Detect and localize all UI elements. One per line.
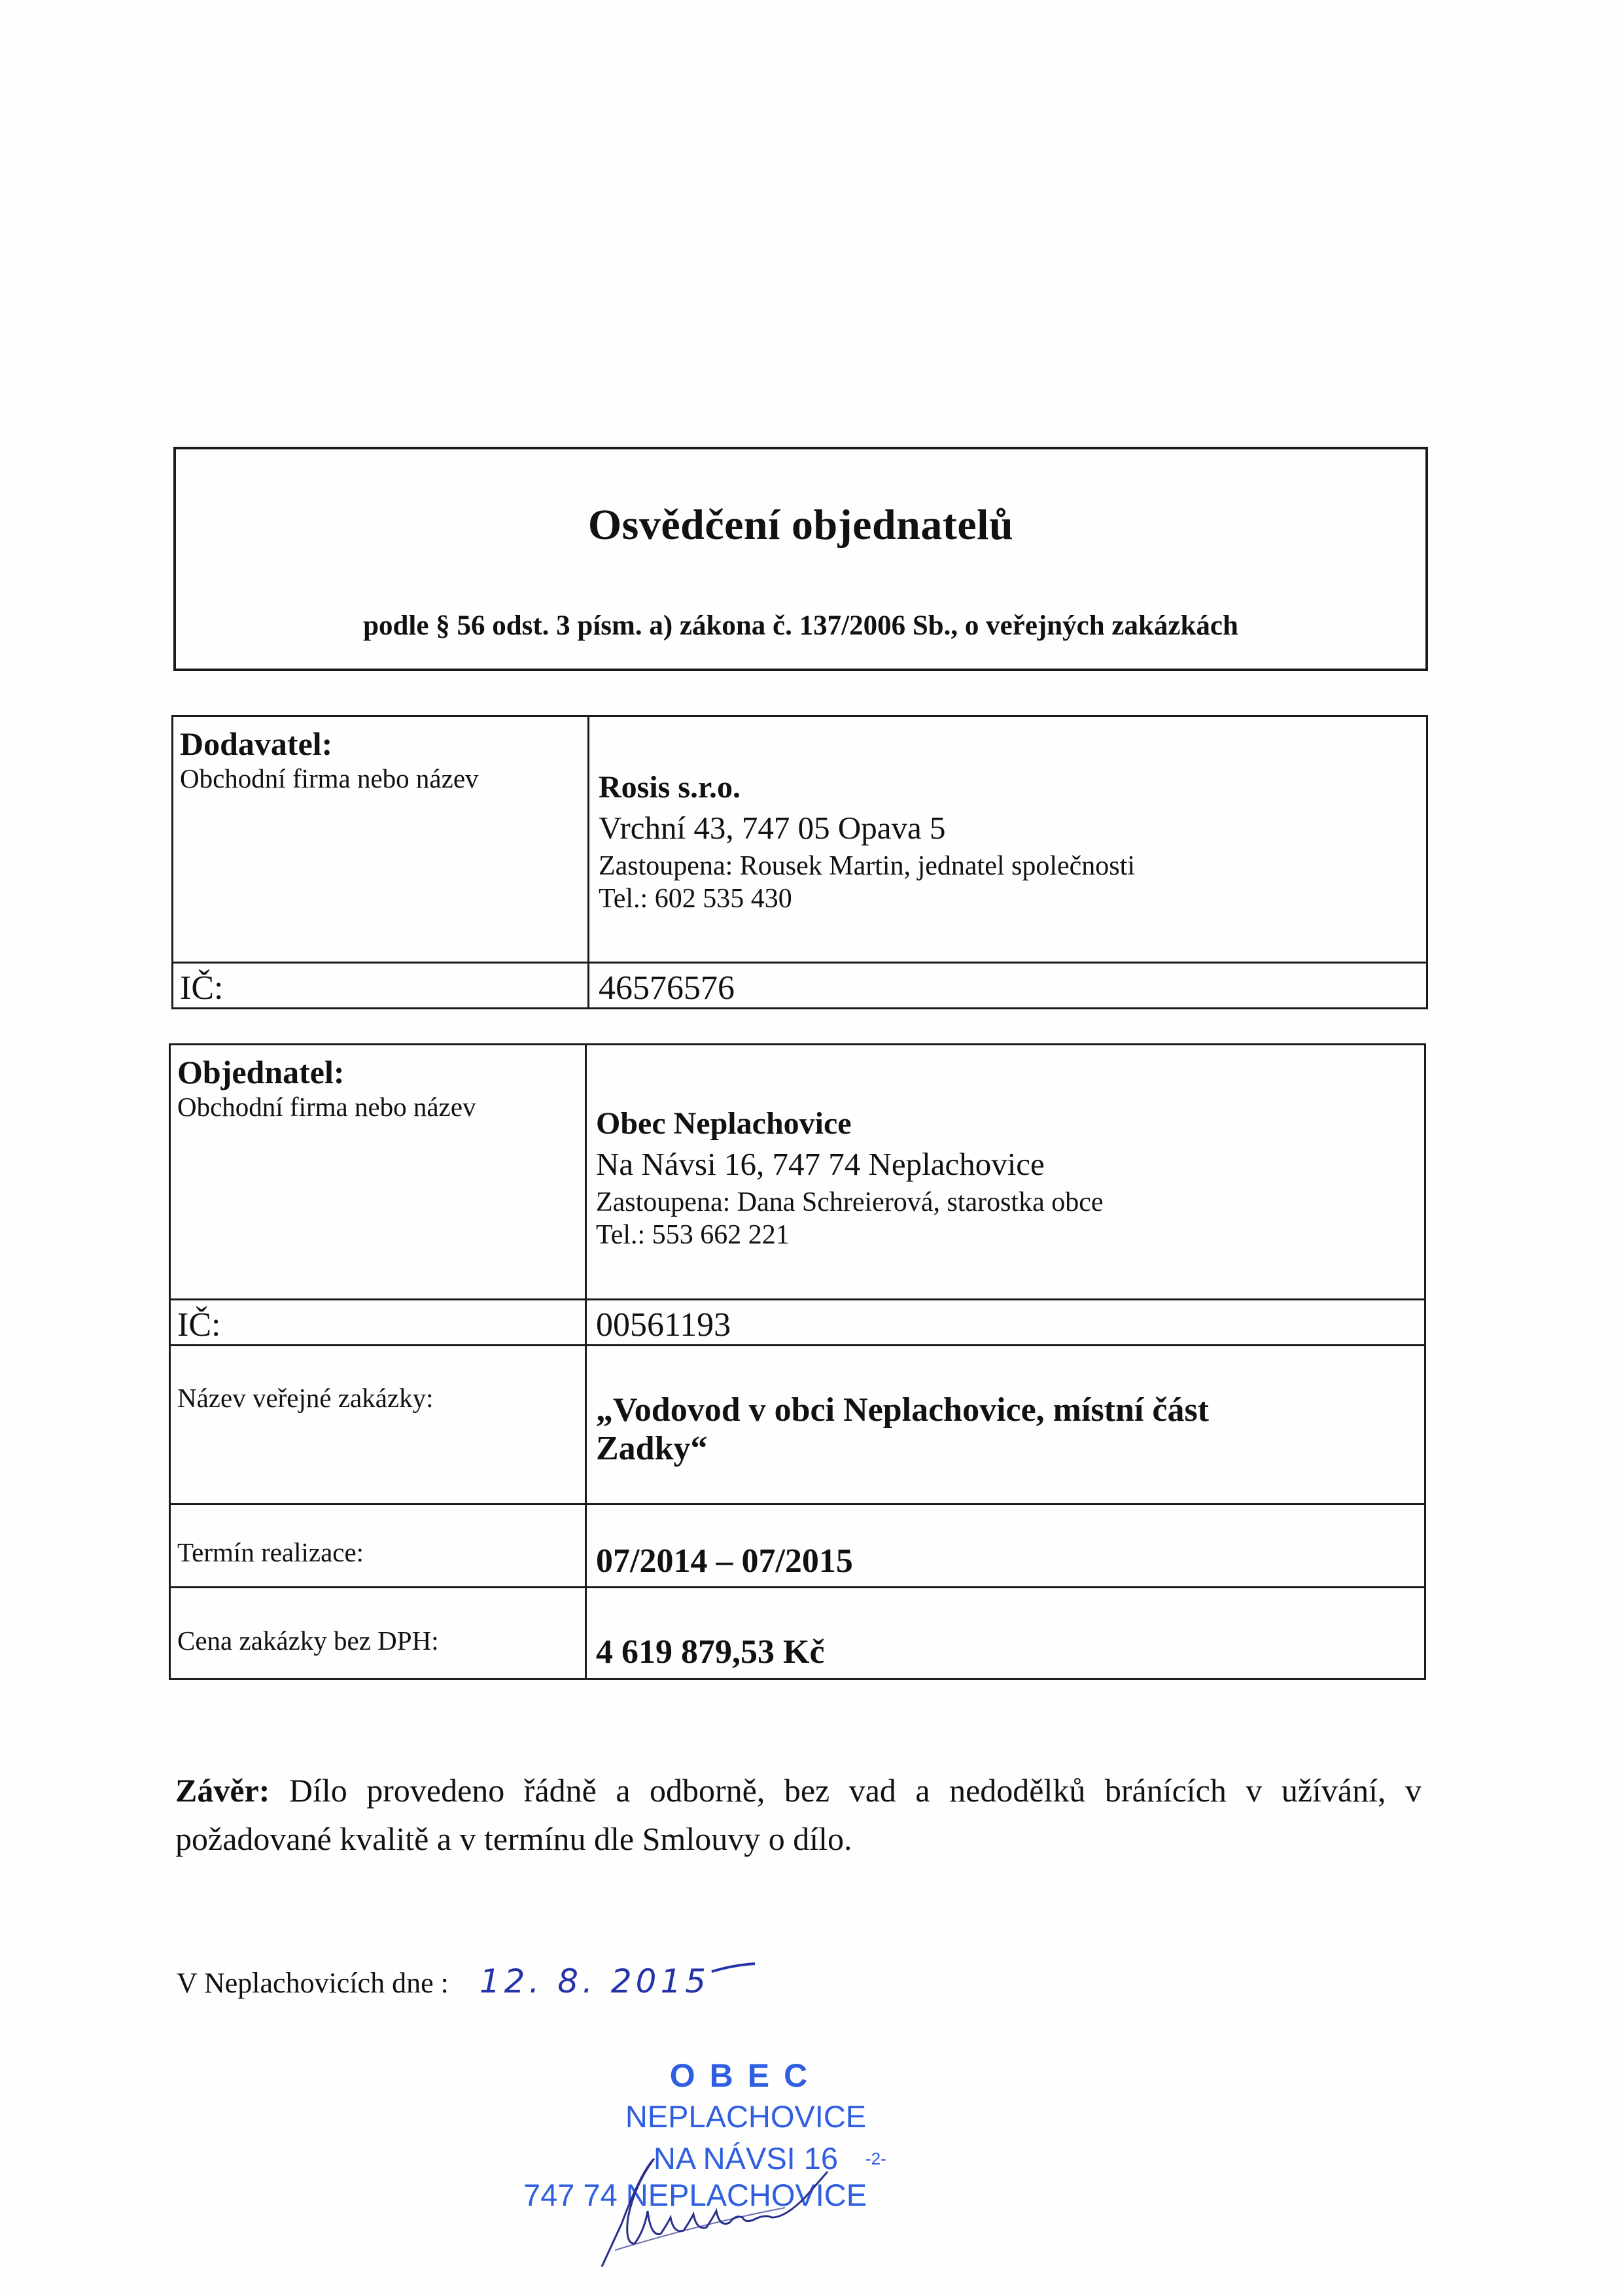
contract-name-label-cell: [170, 1346, 586, 1505]
document-subtitle: podle § 56 odst. 3 písm. a) zákona č. 137/2006 Sb., o veřejných zakázkách: [363, 610, 1238, 641]
price-value-cell: [586, 1588, 1425, 1679]
client-name-label: Obchodní firma nebo název: [177, 1092, 476, 1122]
title-box: [173, 447, 1428, 671]
supplier-name: Rosis s.r.o.: [599, 770, 741, 805]
supplier-ic-label: IČ:: [180, 969, 224, 1007]
price-label: Cena zakázky bez DPH:: [177, 1626, 439, 1656]
supplier-heading: Dodavatel:: [180, 725, 333, 762]
client-phone: Tel.: 553 662 221: [596, 1220, 790, 1250]
place-label: V Neplachovicích dne :: [177, 1967, 449, 1999]
term-label-cell: [170, 1505, 586, 1588]
client-ic-row: [170, 1300, 1425, 1346]
supplier-represented: Zastoupena: Rousek Martin, jednatel společnosti: [599, 851, 1135, 881]
signature-stroke: [602, 2159, 828, 2267]
supplier-ic-label-cell: [173, 963, 589, 1009]
stamp-line-2: NEPLACHOVICE: [625, 2099, 867, 2134]
client-ic-label-cell: [170, 1300, 586, 1346]
supplier-phone: Tel.: 602 535 430: [599, 884, 792, 914]
term-value-cell: [586, 1505, 1425, 1588]
signature: [569, 2146, 831, 2270]
client-address: Na Návsi 16, 747 74 Neplachovice: [596, 1146, 1045, 1182]
contract-name-row: [170, 1346, 1425, 1505]
stamp-line-3: NA NÁVSI 16: [653, 2141, 839, 2176]
client-ic-value-cell: [586, 1300, 1425, 1346]
document-title: Osvědčení objednatelů: [587, 501, 1014, 549]
signature-underline: [615, 2208, 785, 2250]
supplier-ic-row: [173, 963, 1427, 1009]
client-value-cell: [586, 1045, 1425, 1300]
term-value: 07/2014 – 07/2015: [596, 1542, 853, 1580]
client-name: Obec Neplachovice: [596, 1106, 852, 1141]
term-label: Termín realizace:: [177, 1537, 364, 1567]
term-row: [170, 1505, 1425, 1588]
price-value: 4 619 879,53 Kč: [596, 1633, 825, 1671]
client-represented: Zastoupena: Dana Schreierová, starostka obce: [596, 1187, 1104, 1217]
supplier-label-cell: [173, 716, 589, 963]
stamp-line-1: OBEC: [669, 2057, 822, 2094]
supplier-table: [171, 715, 1428, 1009]
conclusion-text: Dílo provedeno řádně a odborně, bez vad a nedodělků bránících v užívání, v požadované kvalitě a v termínu dle Smlouvy o dílo.: [175, 1772, 1422, 1857]
handwritten-date: 12. 8. 2015: [479, 1962, 710, 2000]
date-flourish: [710, 1962, 756, 1975]
client-ic: 00561193: [596, 1306, 731, 1344]
stamp-number: -2-: [865, 2149, 886, 2168]
price-row: [170, 1588, 1425, 1679]
supplier-row: [173, 716, 1427, 963]
supplier-ic: 46576576: [599, 969, 735, 1007]
stamp-line-4: 747 74 NEPLACHOVICE: [523, 2178, 867, 2212]
client-row: [170, 1045, 1425, 1300]
contract-name-line2: Zadky“: [596, 1430, 708, 1467]
client-label-cell: [170, 1045, 586, 1300]
conclusion: [175, 1766, 1422, 1863]
contract-name-label: Název veřejné zakázky:: [177, 1383, 434, 1413]
client-ic-label: IČ:: [177, 1306, 221, 1344]
client-heading: Objednatel:: [177, 1054, 345, 1090]
client-table: [169, 1043, 1426, 1680]
contract-name-value-cell: [586, 1346, 1425, 1505]
supplier-address: Vrchní 43, 747 05 Opava 5: [599, 810, 946, 846]
supplier-value-cell: [589, 716, 1427, 963]
price-label-cell: [170, 1588, 586, 1679]
conclusion-label: Závěr:: [175, 1772, 270, 1809]
supplier-ic-value-cell: [589, 963, 1427, 1009]
supplier-name-label: Obchodní firma nebo název: [180, 763, 479, 793]
contract-name-line1: „Vodovod v obci Neplachovice, místní část: [596, 1391, 1209, 1429]
date-line: [177, 1962, 756, 2000]
